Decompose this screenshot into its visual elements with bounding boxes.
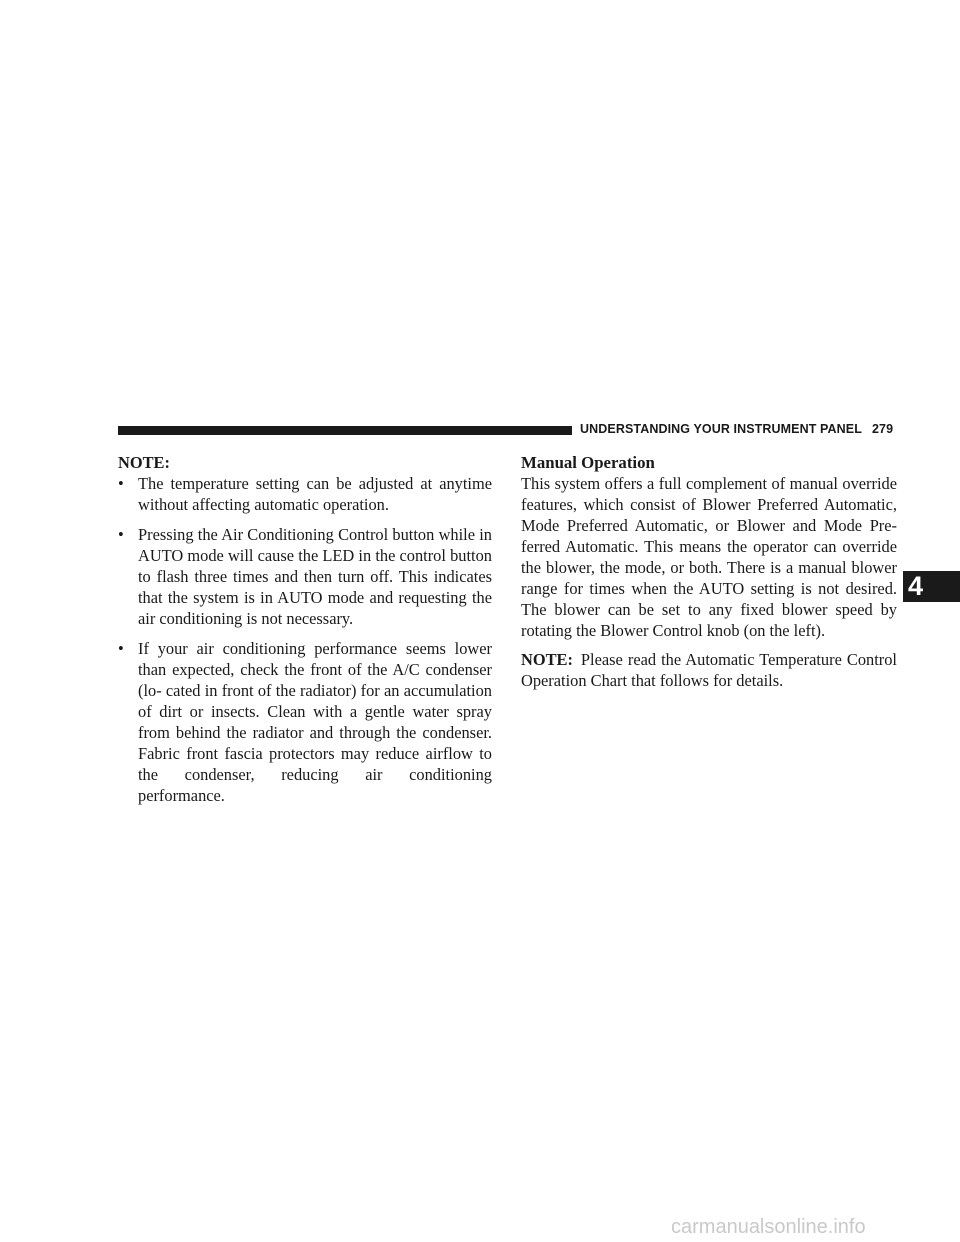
note-title: NOTE: bbox=[118, 453, 170, 472]
left-column bbox=[118, 452, 492, 815]
chapter-tab: 4 bbox=[903, 571, 960, 602]
bullet-text: Pressing the Air Conditioning Control button while in AUTO mode will cause the LED in the control button to flash three times and then turn off. This indicates that the system is in AUTO mode and requesting the air conditioning is not necessary. bbox=[138, 525, 492, 628]
running-header bbox=[580, 422, 893, 436]
section-title: UNDERSTANDING YOUR INSTRUMENT PANEL bbox=[580, 422, 862, 436]
right-column bbox=[521, 452, 897, 699]
bullet-text: The temperature setting can be adjusted at anytime without affecting automatic operation. bbox=[138, 474, 492, 514]
bullet-text: If your air conditioning performance seems lower than expected, check the front of the A/C condenser (lo- cated in front of the radiator) for an accumulation of dirt or insects. Clean with a gentle water spray from behind the radiator and through the condenser. Fabric front fascia protectors may reduce airflow to the condenser, reducing air conditioning performance. bbox=[138, 639, 492, 805]
page-number: 279 bbox=[871, 422, 894, 436]
body-paragraph: This system offers a full complement of manual override features, which consist of Blower Preferred Automatic, Mode Preferred Automatic, or Blower and Mode Pre- ferred Automatic. This means the operator can override the blower, the mode, or both. There is a manual blower range for times when the AUTO setting is not desired. The blower can be set to any fixed blower speed by rotating the Blower Control knob (on the left). bbox=[521, 474, 897, 640]
note-label: NOTE: bbox=[521, 650, 573, 669]
list-item bbox=[118, 638, 492, 806]
section-heading: Manual Operation bbox=[521, 453, 655, 472]
note-paragraph bbox=[521, 649, 897, 691]
bullet-icon: • bbox=[118, 474, 124, 493]
bullet-icon: • bbox=[118, 639, 124, 658]
list-item bbox=[118, 524, 492, 629]
header-rule bbox=[118, 426, 572, 435]
watermark: carmanualsonline.info bbox=[671, 1216, 866, 1238]
bullet-icon: • bbox=[118, 525, 124, 544]
note-text: Please read the Automatic Temperature Control Operation Chart that follows for details. bbox=[521, 650, 897, 690]
list-item bbox=[118, 473, 492, 515]
note-bullet-list bbox=[118, 473, 492, 806]
